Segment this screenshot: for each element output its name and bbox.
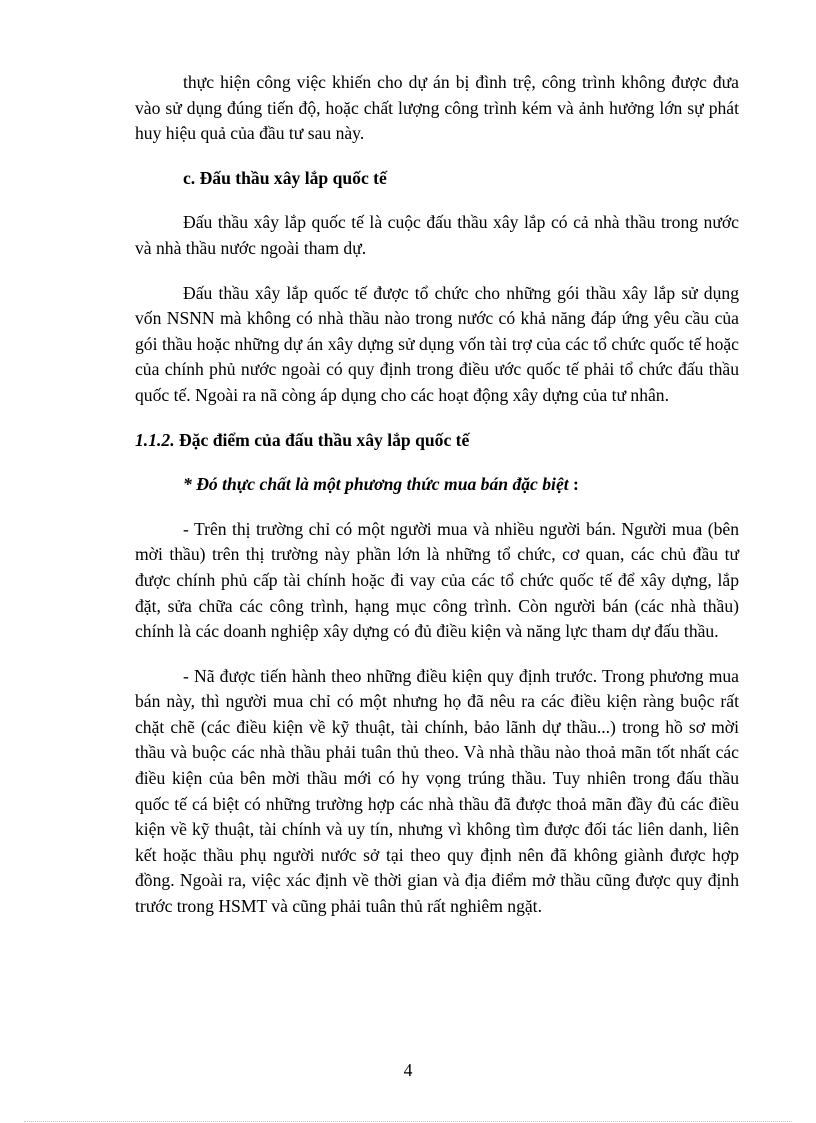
paragraph-conditions: - Nã được tiến hành theo những điều kiện quy định trước. Trong phương mua bán này, thì người mua chỉ có một nhưng họ đã nêu ra các điều kiện ràng buộc rất chặt chẽ (các điều kiện về kỹ thuật, tài chính, bảo lãnh dự thầu...) trong hồ sơ mời thầu và buộc các nhà thầu phải tuân thủ theo. Và nhà thầu nào thoả mãn tốt nhất các điều kiện của bên mời thầu mới có hy vọng trúng thầu. Tuy nhiên trong đấu thầu quốc tế cá biệt có những trường hợp các nhà thầu đã được thoả mãn đầy đủ các điều kiện về kỹ thuật, tài chính và uy tín, nhưng vì không tìm được đối tác liên danh, liên kết hoặc thầu phụ người nước sở tại theo quy định nên đã không giành được hợp đồng. Ngoài ra, việc xác định về thời gian và địa điểm mở thầu cũng được quy định trước trong HSMT và cũng phải tuân thủ rất nghiêm ngặt. — [135, 665, 739, 917]
paragraph-continuation: thực hiện công việc khiến cho dự án bị đình trệ, công trình không được đưa vào sử dụng đúng tiến độ, hoặc chất lượng công trình kém và ảnh hưởng lớn sự phát huy hiệu quả của đầu tư sau này. — [135, 72, 739, 144]
paragraph-definition: Đấu thầu xây lắp quốc tế là cuộc đấu thầu xây lắp có cả nhà thầu trong nước và nhà thầu nước ngoài tham dự. — [135, 212, 739, 258]
page-bottom-border — [24, 1121, 792, 1122]
page-number: 4 — [403, 1060, 413, 1080]
sub-heading-colon: : — [573, 474, 579, 495]
sub-heading-text: * Đó thực chất là một phương thức mua bán đặc biệt — [183, 474, 569, 495]
section-heading-c: c. Đấu thầu xây lắp quốc tế — [183, 167, 387, 188]
page-body — [135, 70, 739, 920]
section-heading-112 — [135, 428, 739, 454]
section-number: 1.1.2. — [135, 429, 175, 450]
paragraph-buyer-seller: - Trên thị trường chỉ có một người mua và nhiều người bán. Người mua (bên mời thầu) trên thị trường này phần lớn là những tổ chức, cơ quan, các chủ đầu tư được chính phủ cấp tài chính hoặc đi vay của các tổ chức quốc tế để xây dựng, lắp đặt, sửa chữa các công trình, hạng mục công trình. Còn người bán (các nhà thầu) chính là các doanh nghiệp xây dựng có đủ điều kiện và năng lực tham dự đấu thầu. — [135, 518, 739, 642]
paragraph-scope: Đấu thầu xây lắp quốc tế được tổ chức cho những gói thầu xây lắp sử dụng vốn NSNN mà không có nhà thầu nào trong nước có khả năng đáp ứng yêu cầu của gói thầu hoặc những dự án xây dựng sử dụng vốn tài trợ của các tổ chức quốc tế hoặc của chính phủ nước ngoài có quy định trong điều ước quốc tế phải tổ chức đấu thầu quốc tế. Ngoài ra nã còng áp dụng cho các hoạt động xây dựng của tư nhân. — [135, 282, 739, 405]
sub-heading — [135, 472, 739, 498]
section-title: Đặc điểm của đấu thầu xây lắp quốc tế — [174, 429, 470, 450]
